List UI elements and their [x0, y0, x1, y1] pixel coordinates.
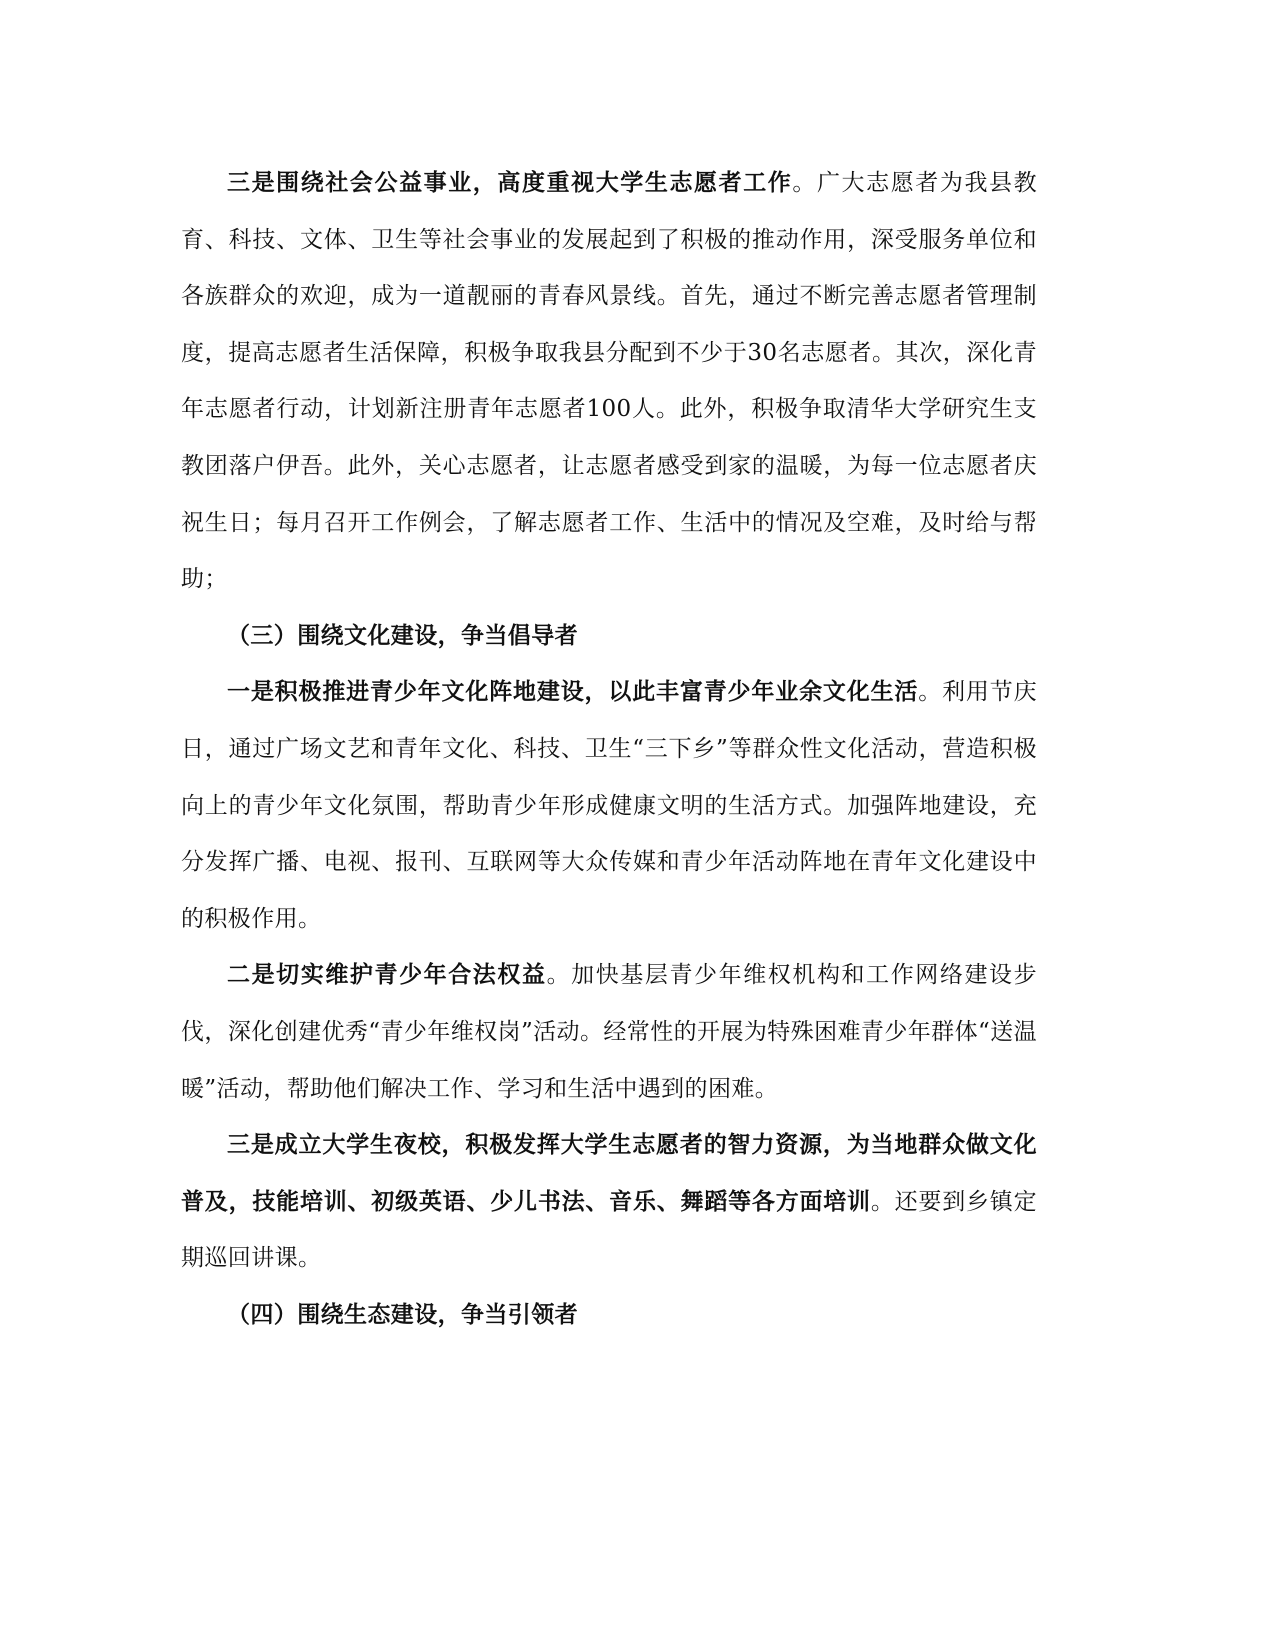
paragraph-body: 。还要到乡镇定期巡回讲课。	[181, 1188, 1037, 1272]
paragraph-volunteer-work	[181, 155, 1037, 608]
paragraph-lead: 二是切实维护青少年合法权益	[227, 961, 547, 989]
paragraph-lead: 三是围绕社会公益事业，高度重视大学生志愿者工作	[227, 169, 793, 196]
paragraph-lead: 三是成立大学生夜校，积极发挥大学生志愿者的智力资源，为当地群众做文化普及，技能培训、初级英语、少儿书法、音乐、舞蹈等各方面培训	[181, 1131, 1037, 1215]
section-heading-culture: （三）围绕文化建设，争当倡导者	[227, 621, 578, 649]
paragraph-lead: 一是积极推进青少年文化阵地建设，以此丰富青少年业余文化生活	[227, 678, 919, 706]
section-heading-ecology: （四）围绕生态建设，争当引领者	[227, 1300, 578, 1328]
paragraph-culture-position	[181, 664, 1037, 947]
paragraph-youth-rights	[181, 947, 1037, 1117]
document-page	[181, 155, 1037, 1343]
paragraph-night-school	[181, 1117, 1037, 1287]
paragraph-body: 。利用节庆日，通过广场文艺和青年文化、科技、卫生“三下乡”等群众性文化活动，营造积极向上的青少年文化氛围，帮助青少年形成健康文明的生活方式。加强阵地建设，充分发挥广播、电视、报刊、互联网等大众传媒和青少年活动阵地在青年文化建设中的积极作用。	[181, 679, 1037, 932]
paragraph-body: 。加快基层青少年维权机构和工作网络建设步伐，深化创建优秀“青少年维权岗”活动。经常性的开展为特殊困难青少年群体“送温暖”活动，帮助他们解决工作、学习和生活中遇到的困难。	[181, 962, 1038, 1102]
paragraph-body: 。广大志愿者为我县教育、科技、文体、卫生等社会事业的发展起到了积极的推动作用，深受服务单位和各族群众的欢迎，成为一道靓丽的青春风景线。首先，通过不断完善志愿者管理制度，提高志愿者生活保障，积极争取我县分配到不少于30名志愿者。其次，深化青年志愿者行动，计划新注册青年志愿者100人。此外，积极争取清华大学研究生支教团落户伊吾。此外，关心志愿者，让志愿者感受到家的温暖，为每一位志愿者庆祝生日；每月召开工作例会，了解志愿者工作、生活中的情况及空难，及时给与帮助；	[181, 170, 1038, 593]
